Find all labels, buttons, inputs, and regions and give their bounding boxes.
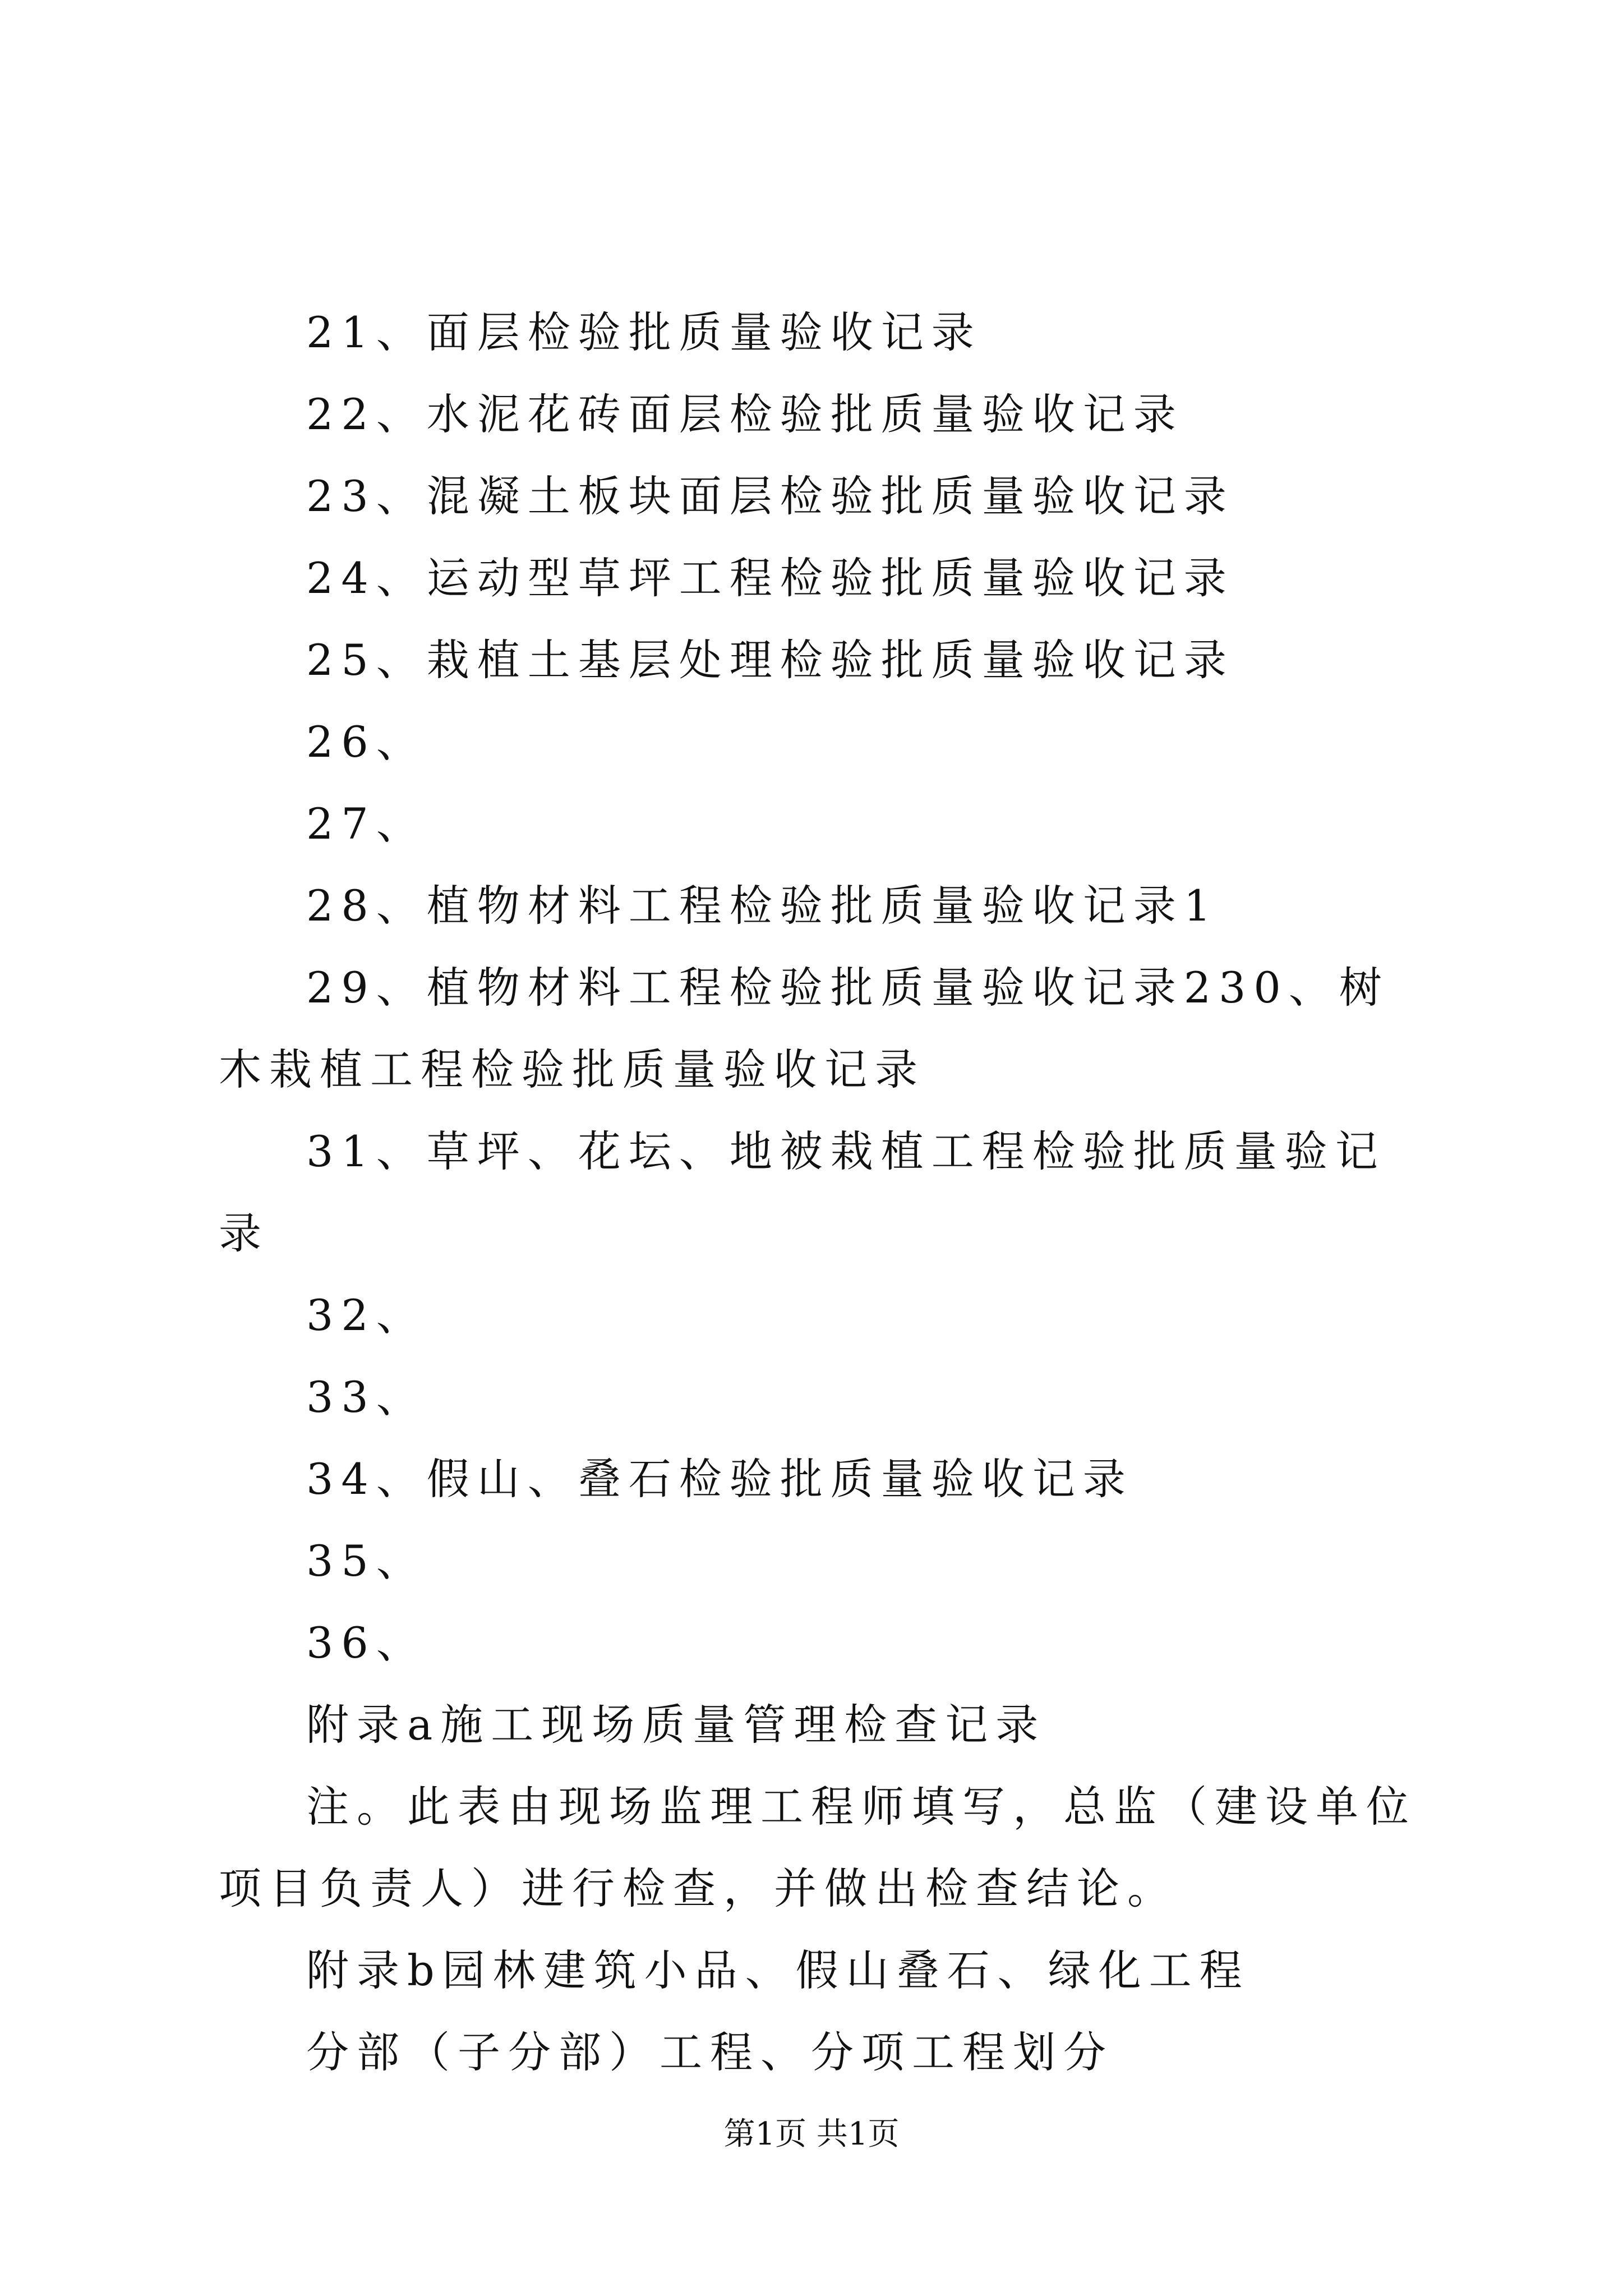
paragraph-25: 25、栽植土基层处理检验批质量验收记录 [306, 635, 1234, 685]
paragraph-32: 32、 [306, 1290, 427, 1340]
paragraph-31: 31、草坪、花坛、地被栽植工程检验批质量验记录 [219, 1126, 1386, 1258]
paragraph-29-30: 29、植物材料工程检验批质量验收记录230、树木栽植工程检验批质量验收记录 [219, 963, 1390, 1094]
appendix-b-heading: 附录b园林建筑小品、假山叠石、绿化工程 [306, 1945, 1250, 1995]
paragraph-28: 28、植物材料工程检验批质量验收记录1 [306, 881, 1219, 931]
document-body [219, 292, 1419, 2093]
paragraph-23: 23、混凝土板块面层检验批质量验收记录 [306, 471, 1234, 521]
note-paragraph: 注。此表由现场监理工程师填写，总监（建设单位项目负责人）进行检查，并做出检查结论。 [219, 1782, 1417, 1913]
paragraph-35: 35、 [306, 1536, 427, 1586]
paragraph-21: 21、面层检验批质量验收记录 [306, 307, 982, 357]
paragraph-36: 36、 [306, 1618, 427, 1668]
paragraph-22: 22、水泥花砖面层检验批质量验收记录 [306, 389, 1184, 439]
paragraph-27: 27、 [306, 799, 427, 849]
page-footer: 第1页 共1页 [723, 2116, 900, 2152]
paragraph-34: 34、假山、叠石检验批质量验收记录 [306, 1454, 1133, 1504]
paragraph-26: 26、 [306, 717, 427, 767]
appendix-a-heading: 附录a施工现场质量管理检查记录 [306, 1700, 1046, 1750]
paragraph-24: 24、运动型草坪工程检验批质量验收记录 [306, 553, 1234, 603]
paragraph-33: 33、 [306, 1372, 427, 1422]
division-heading: 分部（子分部）工程、分项工程划分 [306, 2027, 1114, 2077]
